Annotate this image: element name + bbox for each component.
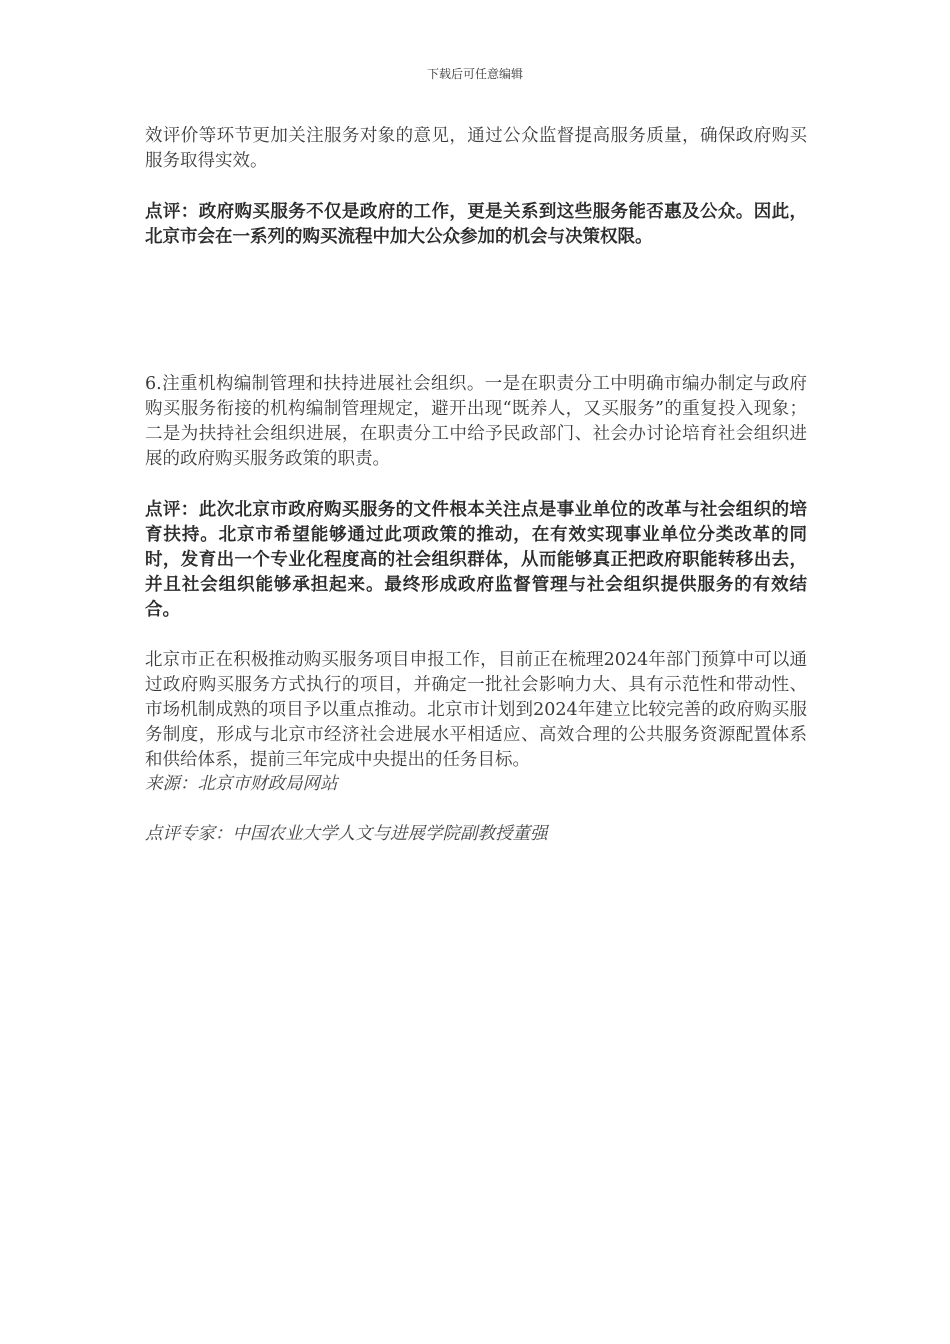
commentary-paragraph: 点评：政府购买服务不仅是政府的工作，更是关系到这些服务能否惠及公众。因此，北京市会在一系列的购买流程中加大公众参加的机会与决策权限。	[145, 202, 807, 247]
source-line: 来源：北京市财政局网站	[145, 774, 338, 794]
body-paragraph: 效评价等环节更加关注服务对象的意见，通过公众监督提高服务质量，确保政府购买服务取得实效。	[145, 126, 807, 171]
body-paragraph: 北京市正在积极推动购买服务项目申报工作，目前正在梳理2024年部门预算中可以通过政府购买服务方式执行的项目，并确定一批社会影响力大、具有示范性和带动性、市场机制成熟的项目予以重点推动。北京市计划到2024年建立比较完善的政府购买服务制度，形成与北京市经济社会进展水平相适应、高效合理的公共服务资源配置体系和供给体系，提前三年完成中央提出的任务目标。	[145, 650, 807, 770]
expert-line: 点评专家：中国农业大学人文与进展学院副教授董强	[145, 824, 548, 844]
page-header: 下载后可任意编辑	[426, 67, 523, 81]
commentary-paragraph: 点评：此次北京市政府购买服务的文件根本关注点是事业单位的改革与社会组织的培育扶持。北京市希望能够通过此项政策的推动，在有效实现事业单位分类改革的同时，发育出一个专业化程度高的社会组织群体，从而能够真正把政府职能转移出去，并且社会组织能够承担起来。最终形成政府监督管理与社会组织提供服务的有效结合。	[145, 500, 807, 620]
body-paragraph: 6.注重机构编制管理和扶持进展社会组织。一是在职责分工中明确市编办制定与政府购买服务衔接的机构编制管理规定，避开出现“既养人，又买服务”的重复投入现象；二是为扶持社会组织进展，在职责分工中给予民政部门、社会办讨论培育社会组织进展的政府购买服务政策的职责。	[145, 374, 807, 469]
